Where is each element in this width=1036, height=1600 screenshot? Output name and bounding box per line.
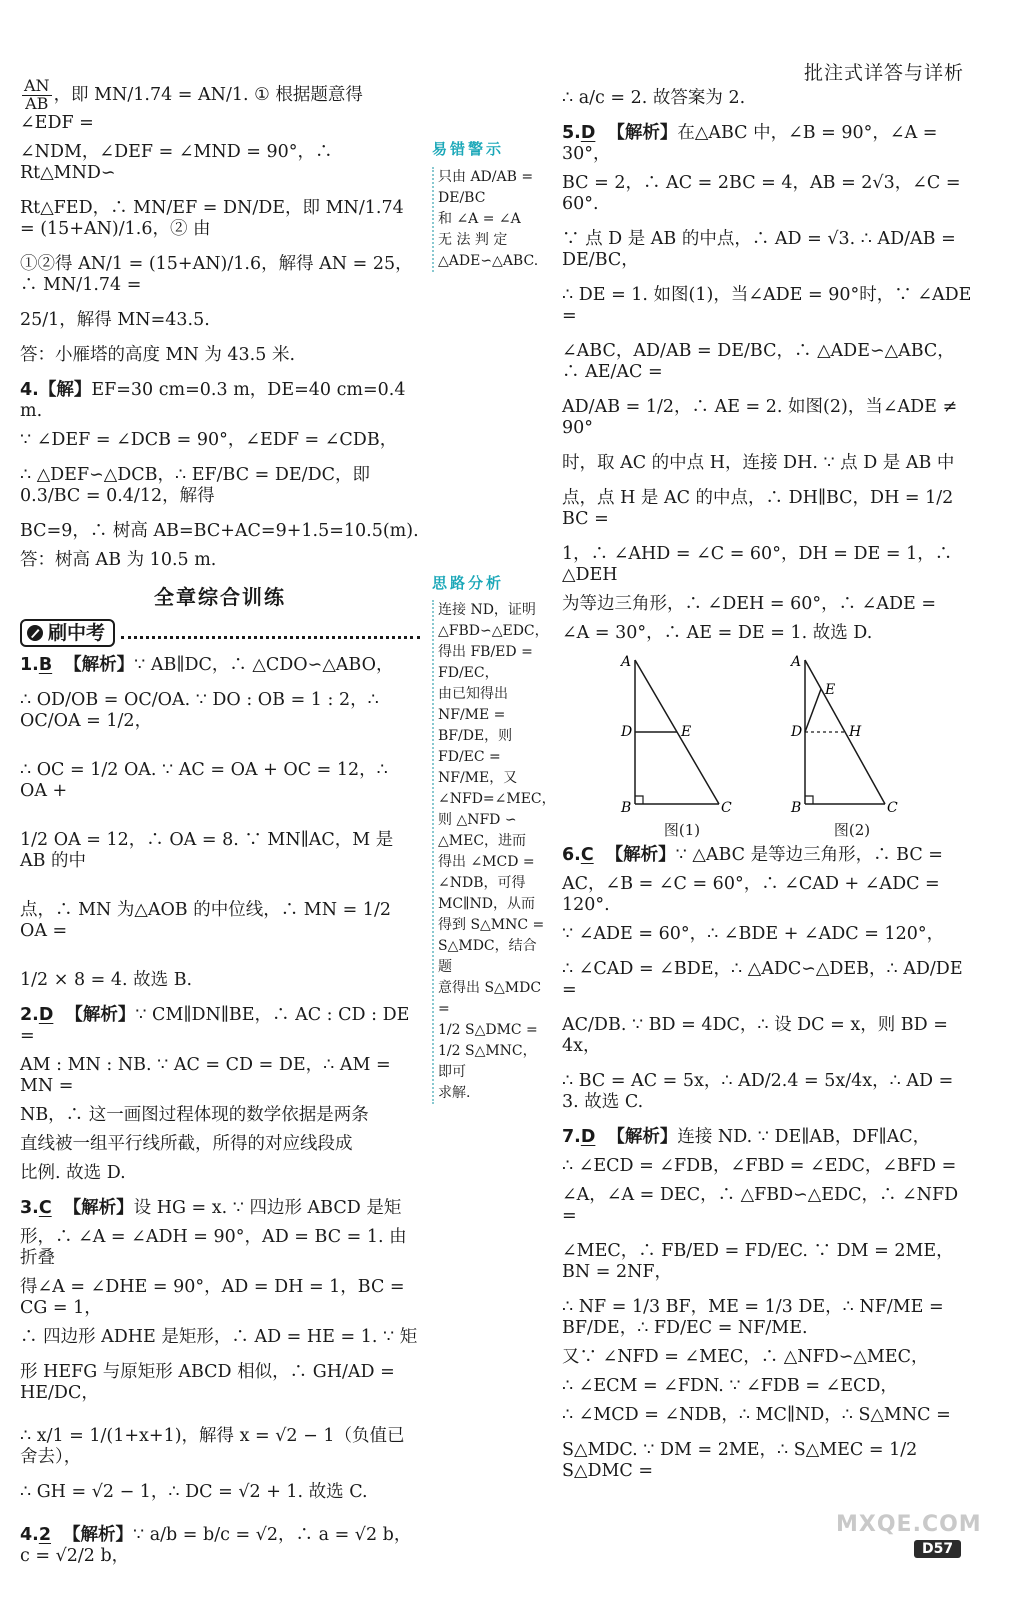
side-note-line: S△MDC，结合题 [438, 938, 537, 975]
text-line: ∴ x/1 = 1/(1+x+1)，解得 x = √2 − 1（负值已舍去）， [20, 1426, 405, 1468]
solution-3 [20, 1198, 420, 1503]
text-line: 设 HG = x. ∵ 四边形 ABCD 是矩 [133, 1198, 402, 1219]
point-label: B [621, 800, 632, 816]
answer-choice: D [38, 1005, 54, 1026]
side-note-line: MC∥ND，从而 [438, 896, 535, 912]
text-line: ∠A，∠A = DEC，∴ △FBD∽△EDC，∴ ∠NFD = [562, 1185, 959, 1226]
text-line: 时，取 AC 的中点 H，连接 DH. ∵ 点 D 是 AB 中 [562, 453, 955, 473]
text-line: 比例. 故选 D. [20, 1163, 126, 1184]
text-line: BC = 2，∴ AC = 2BC = 4，AB = 2√3，∠C = 60°. [562, 173, 961, 214]
text-line: BC=9，∴ 树高 AB=BC+AC=9+1.5=10.5(m). [20, 520, 419, 541]
text-line: ∴ OD/OB = OC/OA. ∵ DO : OB = 1 : 2，∴ OC/OA = 1/2， [20, 690, 379, 732]
text-line: ∵ ∠DEF = ∠DCB = 90°，∠EDF = ∠CDB， [20, 429, 398, 450]
side-note-title: 思路分析 [432, 573, 505, 592]
side-note-line: 无 法 判 定 [438, 231, 508, 248]
question-number: 3. [20, 1198, 39, 1219]
text-line: 1，∴ ∠AHD = ∠C = 60°，DH = DE = 1，∴ △DEH [562, 544, 953, 585]
triangle-figure-2 [787, 654, 917, 819]
text-line: ∴ GH = √2 − 1，∴ DC = √2 + 1. 故选 C. [20, 1482, 368, 1503]
text-line: 又∵ ∠NFD = ∠MEC，∴ △NFD∽△MEC， [562, 1347, 929, 1367]
solution-tag: 【解】 [38, 379, 92, 400]
question-number: 7. [562, 1127, 581, 1147]
solution-tag: 【解析】 [607, 123, 678, 143]
text-line: ∠NDM，∠DEF = ∠MND = 90°，∴ Rt△MND∽ [20, 141, 333, 183]
point-label: E [681, 724, 692, 740]
text-line: AM : MN : NB. ∵ AC = CD = DE，∴ AM = MN = [20, 1055, 391, 1097]
side-note-title: 易错警示 [432, 140, 505, 158]
solution-tag: 【解析】 [607, 1127, 678, 1147]
left-column [20, 78, 420, 1567]
page-number: D57 [914, 1540, 961, 1558]
text-line: ∠MEC，∴ FB/ED = FD/EC. ∵ DM = 2ME，BN = 2NF， [562, 1241, 954, 1282]
text-line: ∵ CM∥DN∥BE，∴ AC : CD : DE = [20, 1005, 410, 1047]
section-title: 全章综合训练 [154, 584, 286, 609]
text-line: 形，∴ ∠A = ∠ADH = 90°，AD = BC = 1. 由折叠 [20, 1227, 407, 1269]
solution-tag: 【解析】 [65, 1005, 136, 1026]
text-line: 连接 ND. ∵ DE∥AB，DF∥AC， [677, 1127, 931, 1147]
text-line: 点，∴ MN 为△AOB 的中位线，∴ MN = 1/2 OA = [20, 900, 391, 942]
text-line: 1/2 × 8 = 4. 故选 B. [20, 970, 193, 991]
solution-1 [20, 655, 420, 991]
side-note-line: 和 ∠A = ∠A [438, 210, 521, 227]
figure-caption: 图(2) [833, 821, 871, 839]
text-line: ∴ ∠ECM = ∠FDN. ∵ ∠FDB = ∠ECD， [562, 1376, 898, 1396]
point-label: D [621, 724, 633, 740]
text-line: ∴ ∠MCD = ∠NDB，∴ MC∥ND，∴ S△MNC = [562, 1405, 951, 1425]
text-line: AC，∠B = ∠C = 60°，∴ ∠CAD + ∠ADC = 120°. [562, 874, 940, 915]
text-line: ∵ 点 D 是 AB 的中点，∴ AD = √3. ∴ AD/AB = DE/BC， [562, 229, 956, 270]
watermark: MXQE.COM [836, 1512, 982, 1537]
solution-5 [562, 123, 972, 644]
figure-1 [617, 654, 747, 839]
text-line: 形 HEFG 与原矩形 ABCD 相似，∴ GH/AD = HE/DC， [20, 1362, 395, 1404]
side-note-line: 由已知得出 [438, 686, 508, 702]
dotted-divider [121, 626, 420, 639]
text-line: ∠ABC，AD/AB = DE/BC，∴ △ADE∽△ABC，∴ AE/AC = [562, 341, 955, 382]
text-line: ∴ a/c = 2. 故答案为 2. [562, 88, 746, 108]
brand-badge [20, 619, 115, 648]
right-column [562, 88, 972, 1482]
side-note-line: 只由 AD/AB = DE/BC [438, 168, 534, 206]
text-line: ∴ NF = 1/3 BF，ME = 1/3 DE，∴ NF/ME = BF/DE，∴ FD/EC = NF/ME. [562, 1297, 944, 1338]
point-label: D [791, 724, 803, 740]
answer-choice: C [38, 1198, 52, 1219]
text-line: ∴ DE = 1. 如图(1)，当∠ADE = 90°时，∵ ∠ADE = [562, 285, 972, 326]
side-note-line: 连接 ND，证明 [438, 602, 536, 618]
question-number: 1. [20, 655, 39, 676]
text-line: AC/DB. ∵ BD = 4DC，∴ 设 DC = x，则 BD = 4x， [562, 1015, 948, 1056]
text-line: ①②得 AN/1 = (15+AN)/1.6，解得 AN = 25，∴ MN/1.74 = [20, 253, 413, 295]
answer-choice: C [580, 845, 594, 865]
text-line: 得∠A = ∠DHE = 90°，AD = DH = 1，BC = CG = 1， [20, 1277, 405, 1319]
text-line: Rt△FED，∴ MN/EF = DN/DE，即 MN/1.74 = (15+AN)/1.6，② 由 [20, 197, 404, 239]
question-number: 4. [20, 1525, 39, 1546]
text-line: ∵ ∠ADE = 60°，∴ ∠BDE + ∠ADC = 120°， [562, 924, 945, 944]
side-note-line: NF/ME = BF/DE，则 [438, 707, 513, 744]
solution-3-continued [20, 78, 420, 366]
brand-bar [20, 619, 420, 648]
side-note-line: ∠NFD=∠MEC， [438, 791, 556, 807]
side-note-line: 意得出 S△MDC = [438, 980, 542, 1017]
side-note-line: 1/2 S△DMC = [438, 1022, 538, 1038]
solution-4 [20, 380, 420, 571]
text-line: 点，点 H 是 AC 的中点，∴ DH∥BC，DH = 1/2 BC = [562, 488, 954, 529]
solution-tag: 【解析】 [64, 655, 135, 676]
figures [562, 654, 972, 839]
text-line: 为等边三角形，∴ ∠DEH = 60°，∴ ∠ADE = [562, 594, 936, 614]
text-line: ∴ OC = 1/2 OA. ∵ AC = OA + OC = 12，∴ OA + [20, 760, 388, 802]
answer-choice: D [580, 123, 596, 143]
side-note-line: 则 △NFD ∽ [438, 812, 517, 828]
side-note-line: △MEC，进而 [438, 833, 527, 849]
answer-line: 答：树高 AB 为 10.5 m. [20, 549, 217, 570]
text-line: ∴ BC = AC = 5x，∴ AD/2.4 = 5x/4x，∴ AD = 3. 故选 C. [562, 1071, 954, 1112]
question-number: 4. [20, 379, 39, 400]
solution-tag: 【解析】 [605, 845, 676, 865]
side-note-line: △FBD∽△EDC， [438, 623, 549, 639]
brand-label: 刷中考 [48, 621, 106, 644]
point-label: C [887, 800, 898, 816]
text-line: ∵ a/b = b/c = √2，∴ a = √2 b，c = √2/2 b， [20, 1525, 412, 1567]
solution-4b [20, 1525, 420, 1567]
text-line: ∵ AB∥DC，∴ △CDO∽△ABO， [134, 655, 394, 676]
text-line: ∴ 四边形 ADHE 是矩形，∴ AD = HE = 1. ∵ 矩 [20, 1327, 418, 1348]
solution-7 [562, 1127, 972, 1482]
answer-choice: D [580, 1127, 596, 1147]
point-label: A [621, 654, 632, 670]
question-number: 6. [562, 845, 581, 865]
point-label: H [849, 724, 862, 740]
solution-6 [562, 845, 972, 1113]
point-label: B [791, 800, 802, 816]
side-note-line: △ADE∽△ABC. [438, 252, 539, 269]
point-label: E [825, 682, 836, 698]
side-note-line: 得出 FB/ED = FD/EC， [438, 644, 533, 681]
figure-caption: 图(1) [663, 821, 701, 839]
point-label: C [721, 800, 732, 816]
question-number: 2. [20, 1005, 39, 1026]
text-line: 1/2 OA = 12，∴ OA = 8. ∵ MN∥AC，M 是 AB 的中 [20, 830, 394, 872]
side-note-line: 求解. [438, 1085, 471, 1101]
point-label: A [791, 654, 802, 670]
side-note-line: ∠NDB，可得 [438, 875, 526, 891]
text-line: NB，∴ 这一画图过程体现的数学依据是两条 [20, 1105, 369, 1126]
side-note-line: 得出 ∠MCD = [438, 854, 535, 870]
solution-2 [20, 1005, 420, 1184]
text-line: ∴ ∠CAD = ∠BDE，∴ △ADC∽△DEB，∴ AD/DE = [562, 959, 963, 1000]
text-line: EF=30 cm=0.3 m，DE=40 cm=0.4 m. [20, 379, 406, 421]
answer-line: 答：小雁塔的高度 MN 为 43.5 米. [20, 344, 296, 365]
question-number: 5. [562, 123, 581, 143]
triangle-figure-1 [617, 654, 747, 819]
fraction: $\frac{AN}{AB}$ [24, 76, 50, 113]
text-line: AD/AB = 1/2，∴ AE = 2. 如图(2)，当∠ADE ≠ 90° [562, 397, 958, 438]
text-line: ∴ △DEF∽△DCB，∴ EF/BC = DE/DC，即 0.3/BC = 0.4/12，解得 [20, 464, 370, 506]
text-line: S△MDC. ∵ DM = 2ME，∴ S△MEC = 1/2 S△DMC = [562, 1440, 918, 1481]
text-line: 25/1，解得 MN=43.5. [20, 309, 210, 330]
page-header: 批注式详答与详析 [803, 62, 964, 84]
side-note-body [432, 167, 550, 272]
text-line: ∵ △ABC 是等边三角形，∴ BC = [675, 845, 943, 865]
text-line: 直线被一组平行线所截，所得的对应线段成 [20, 1134, 353, 1155]
side-note-line: 1/2 S△MNC，即可 [438, 1043, 537, 1080]
side-note-body [432, 600, 556, 1104]
answer-choice: 2 [38, 1525, 52, 1546]
pen-icon [26, 624, 44, 642]
text-line: ∴ ∠ECD = ∠FDB，∠FBD = ∠EDC，∠BFD = [562, 1156, 957, 1176]
text-line: $\frac{AN}{AB}$ ，即 MN/1.74 = AN/1. ① 根据题意得 ∠EDF = [20, 76, 363, 133]
solution-tag: 【解析】 [63, 1525, 134, 1546]
solution-tag: 【解析】 [63, 1198, 134, 1219]
answer-choice: B [38, 655, 53, 676]
text-line: 在△ABC 中，∠B = 90°，∠A = 30°， [562, 123, 938, 164]
side-notes [432, 138, 556, 1104]
figure-2 [787, 654, 917, 839]
side-note-line: FD/EC = NF/ME，又 [438, 749, 518, 786]
side-note-line: 得到 S△MNC = [438, 917, 545, 933]
text-line: ∠A = 30°，∴ AE = DE = 1. 故选 D. [562, 623, 873, 643]
